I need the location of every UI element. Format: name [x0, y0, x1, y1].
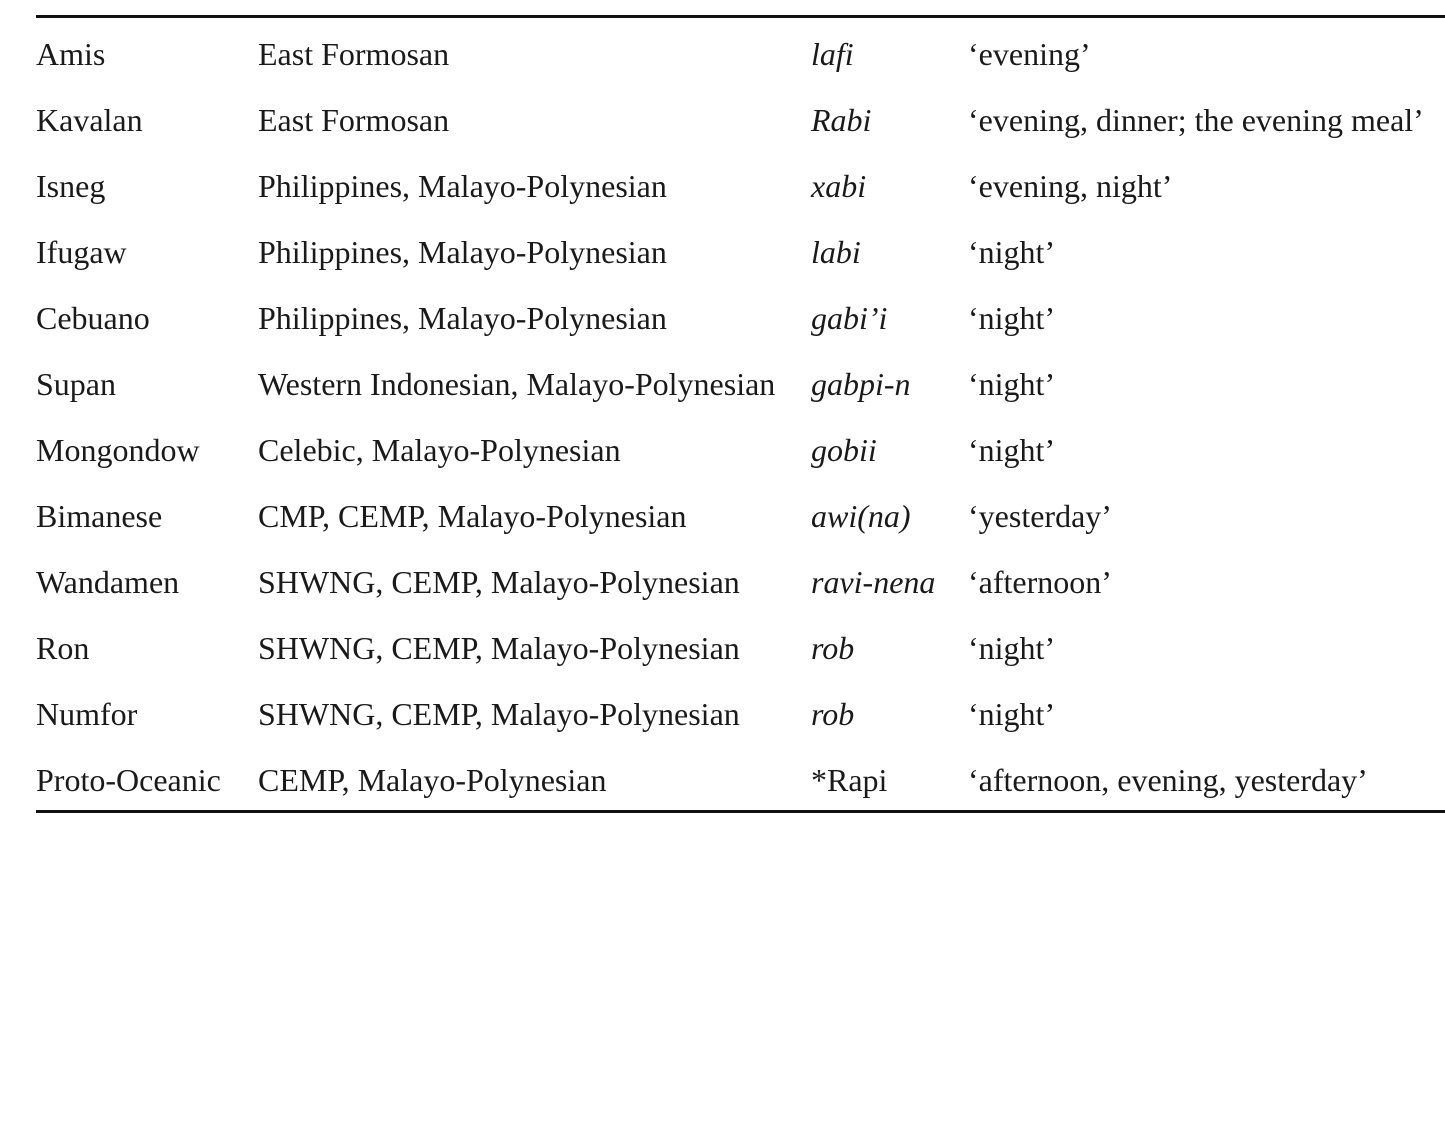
- form-cell: *Rapi: [811, 762, 888, 798]
- gloss-cell: ‘evening, night’: [968, 168, 1173, 204]
- language-cell: Bimanese: [36, 498, 163, 534]
- gloss-cell: ‘night’: [968, 300, 1056, 336]
- group-cell: SHWNG, CEMP, Malayo-Polynesian: [258, 564, 740, 600]
- group-cell: Western Indonesian, Malayo-Polynesian: [258, 366, 776, 402]
- cognate-table-container: [36, 15, 1445, 813]
- gloss-cell: ‘evening’: [968, 36, 1091, 72]
- group-cell: SHWNG, CEMP, Malayo-Polynesian: [258, 696, 740, 732]
- language-cell: Cebuano: [36, 300, 150, 336]
- gloss-cell: ‘afternoon, evening, yesterday’: [968, 762, 1368, 798]
- form-cell: awi(na): [811, 498, 911, 534]
- group-cell: Celebic, Malayo-Polynesian: [258, 432, 621, 468]
- group-cell: Philippines, Malayo-Polynesian: [258, 168, 667, 204]
- form-cell: ravi-nena: [811, 564, 936, 600]
- language-cell: Supan: [36, 366, 116, 402]
- table-row: [36, 18, 1445, 84]
- form-cell: xabi: [811, 168, 867, 204]
- table-row: [36, 348, 1445, 414]
- form-cell: rob: [811, 696, 855, 732]
- form-cell: gabi’i: [811, 300, 888, 336]
- language-cell: Proto-Oceanic: [36, 762, 221, 798]
- language-cell: Numfor: [36, 696, 138, 732]
- gloss-cell: ‘night’: [968, 696, 1056, 732]
- form-cell: labi: [811, 234, 861, 270]
- form-cell: lafi: [811, 36, 854, 72]
- gloss-cell: ‘night’: [968, 630, 1056, 666]
- group-cell: CEMP, Malayo-Polynesian: [258, 762, 607, 798]
- cognate-table: [36, 18, 1445, 810]
- table-row: [36, 744, 1445, 810]
- gloss-cell: ‘night’: [968, 432, 1056, 468]
- language-cell: Wandamen: [36, 564, 180, 600]
- language-cell: Kavalan: [36, 102, 143, 138]
- language-cell: Isneg: [36, 168, 106, 204]
- group-cell: East Formosan: [258, 36, 450, 72]
- language-cell: Amis: [36, 36, 106, 72]
- form-cell: gobii: [811, 432, 877, 468]
- table-row: [36, 216, 1445, 282]
- group-cell: East Formosan: [258, 102, 450, 138]
- gloss-cell: ‘evening, dinner; the evening meal’: [968, 102, 1424, 138]
- gloss-cell: ‘night’: [968, 366, 1056, 402]
- table-row: [36, 282, 1445, 348]
- form-cell: Rabi: [811, 102, 872, 138]
- table-row: [36, 84, 1445, 150]
- table-row: [36, 612, 1445, 678]
- language-cell: Mongondow: [36, 432, 200, 468]
- table-row: [36, 480, 1445, 546]
- gloss-cell: ‘night’: [968, 234, 1056, 270]
- table-row: [36, 546, 1445, 612]
- language-cell: Ron: [36, 630, 90, 666]
- form-cell: rob: [811, 630, 855, 666]
- table-row: [36, 414, 1445, 480]
- group-cell: CMP, CEMP, Malayo-Polynesian: [258, 498, 687, 534]
- gloss-cell: ‘yesterday’: [968, 498, 1112, 534]
- table-row: [36, 150, 1445, 216]
- form-cell: gabpi-n: [811, 366, 911, 402]
- language-cell: Ifugaw: [36, 234, 127, 270]
- group-cell: Philippines, Malayo-Polynesian: [258, 234, 667, 270]
- table-row: [36, 678, 1445, 744]
- group-cell: SHWNG, CEMP, Malayo-Polynesian: [258, 630, 740, 666]
- group-cell: Philippines, Malayo-Polynesian: [258, 300, 667, 336]
- gloss-cell: ‘afternoon’: [968, 564, 1112, 600]
